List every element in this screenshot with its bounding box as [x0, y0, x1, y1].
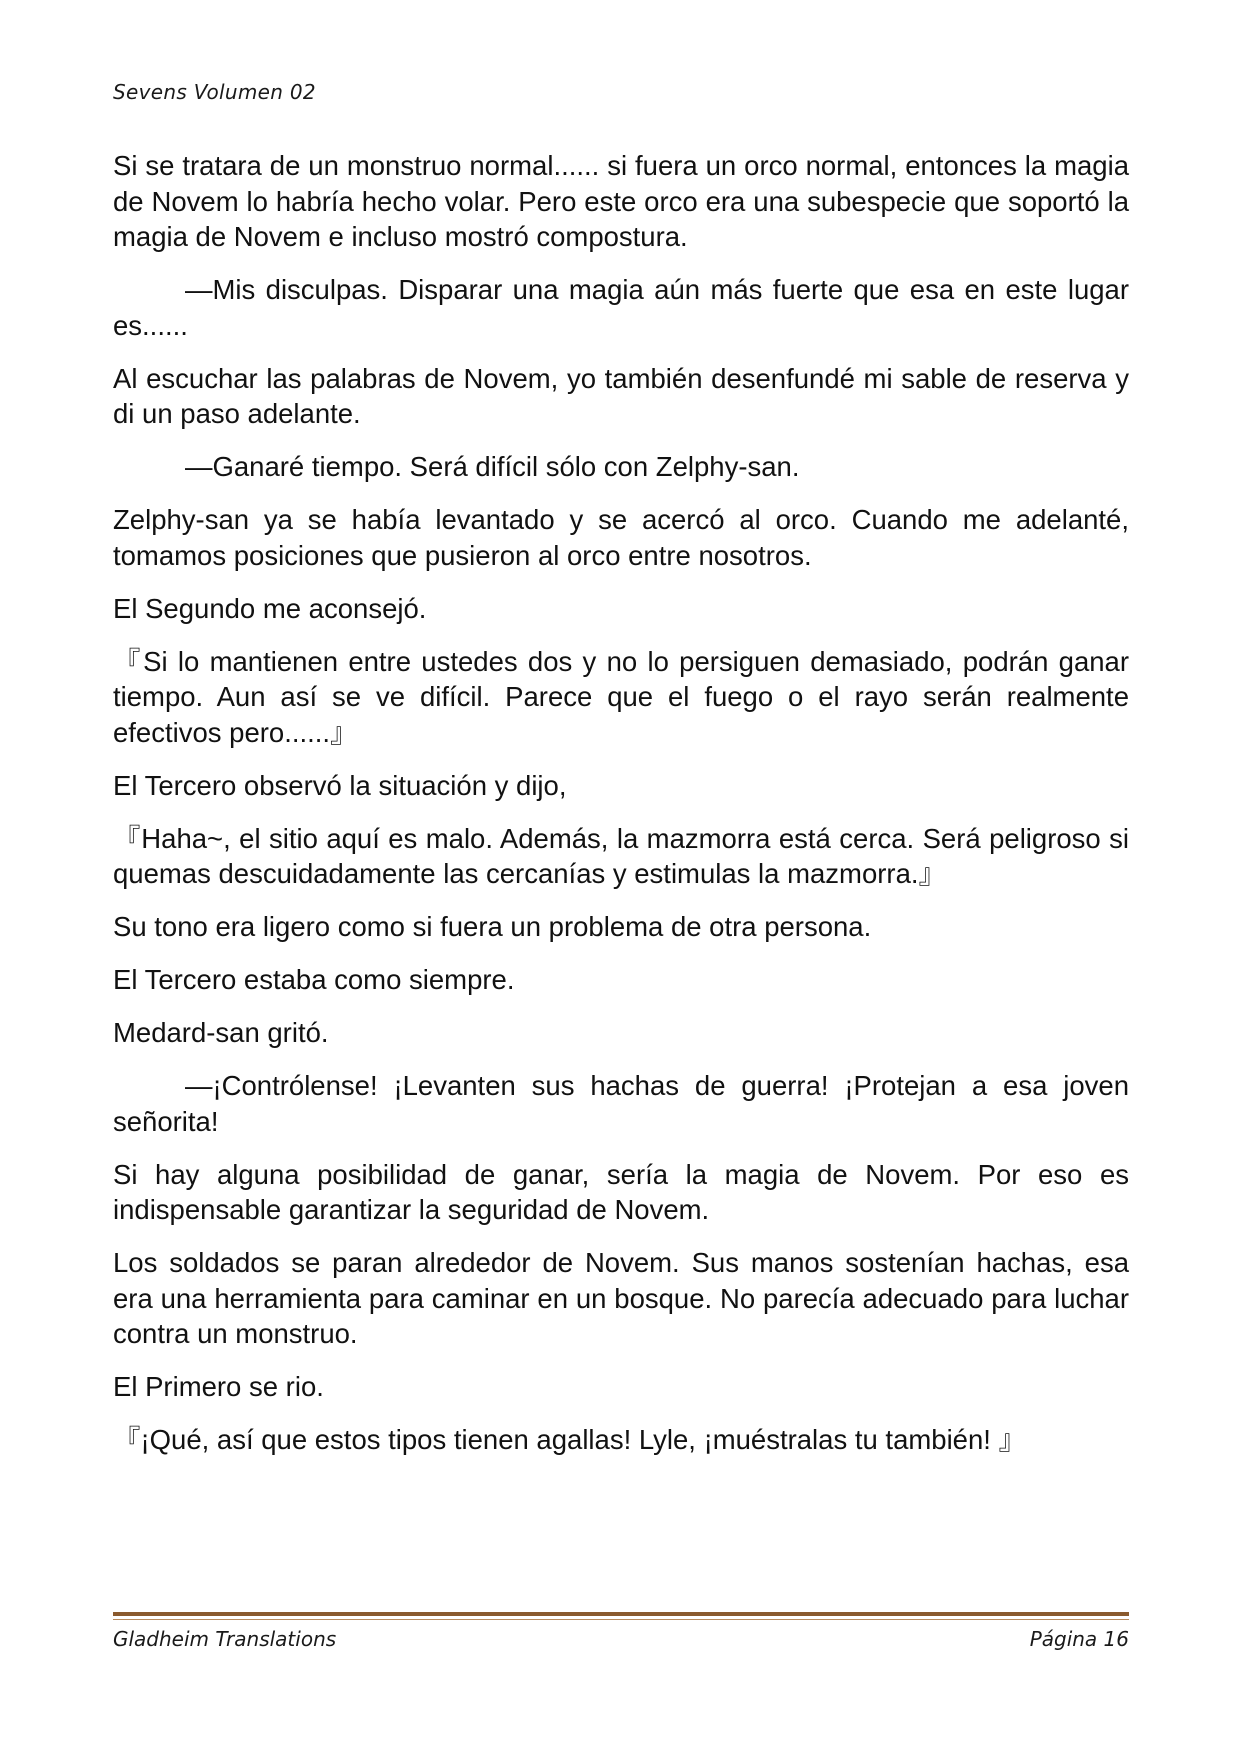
paragraph: 『¡Qué, así que estos tipos tienen agallas! Lyle, ¡muéstralas tu también! 』 [113, 1424, 1027, 1455]
footer-divider [113, 1612, 1129, 1616]
paragraph: Medard-san gritó. [113, 1017, 329, 1048]
paragraph: El Segundo me aconsejó. [113, 592, 427, 624]
body-text [113, 148, 1129, 1475]
paragraph: Si hay alguna posibilidad de ganar, sería la magia de Novem. Por eso es indispensable garantizar la seguridad de Novem. [113, 1158, 1129, 1225]
paragraph: El Primero se rio. [113, 1371, 324, 1402]
dialogue-paragraph: —¡Contrólense! ¡Levanten sus hachas de guerra! ¡Protejan a esa joven señorita! [113, 1070, 1129, 1137]
paragraph: Su tono era ligero como si fuera un problema de otra persona. [113, 911, 872, 942]
paragraph: 『Si lo mantienen entre ustedes dos y no lo persiguen demasiado, podrán ganar tiempo. Aun así se ve difícil. Parece que el fuego o el rayo serán realmente efectivos pero......』 [113, 645, 1129, 748]
paragraph: Al escuchar las palabras de Novem, yo también desenfundé mi sable de reserva y di un paso adelante. [113, 362, 1129, 429]
footer-publisher: Gladheim Translations [113, 1627, 337, 1651]
paragraph: Si se tratara de un monstruo normal...... si fuera un orco normal, entonces la magia de Novem lo habría hecho volar. Pero este orco era una subespecie que soportó la magia de Novem e incluso mostró compostura. [113, 150, 1129, 252]
running-header: Sevens Volumen 02 [113, 80, 316, 104]
page-number: Página 16 [1029, 1627, 1129, 1651]
footer-divider-thin [113, 1619, 1129, 1620]
paragraph: 『Haha~, el sitio aquí es malo. Además, la mazmorra está cerca. Será peligroso si quemas descuidadamente las cercanías y estimulas la mazmorra.』 [113, 822, 1129, 889]
paragraph: Zelphy-san ya se había levantado y se acercó al orco. Cuando me adelanté, tomamos posiciones que pusieron al orco entre nosotros. [113, 504, 1129, 571]
paragraph: El Tercero estaba como siempre. [113, 964, 515, 995]
dialogue-paragraph: —Ganaré tiempo. Será difícil sólo con Zelphy-san. [185, 451, 800, 482]
paragraph: Los soldados se paran alrededor de Novem. Sus manos sostenían hachas, esa era una herramienta para caminar en un bosque. No parecía adecuado para luchar contra un monstruo. [113, 1247, 1129, 1349]
dialogue-paragraph: —Mis disculpas. Disparar una magia aún más fuerte que esa en este lugar es...... [113, 274, 1129, 341]
paragraph: El Tercero observó la situación y dijo, [113, 769, 567, 801]
